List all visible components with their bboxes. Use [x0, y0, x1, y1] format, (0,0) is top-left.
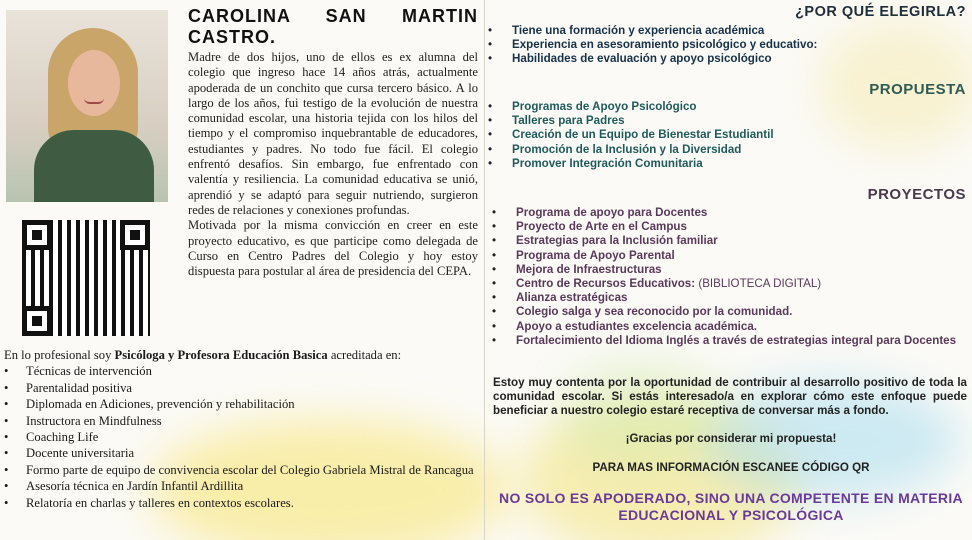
- candidate-photo: [6, 10, 168, 202]
- list-item: • Formo parte de equipo de convivencia escolar del Colegio Gabriela Mistral de Rancagua: [4, 462, 482, 478]
- candidate-name: CAROLINA SAN MARTIN CASTRO.: [188, 6, 478, 47]
- list-item: • Fortalecimiento del Idioma Inglés a través de estrategias integral para Docentes: [492, 334, 968, 348]
- list-item: • Apoyo a estudiantes excelencia académica.: [492, 320, 968, 334]
- professional-section: [4, 347, 482, 511]
- list-item: • Experiencia en asesoramiento psicológico y educativo:: [488, 38, 958, 52]
- list-item: • Programa de Apoyo Parental: [492, 249, 968, 263]
- list-item: • Diplomada en Adiciones, prevención y rehabilitación: [4, 396, 482, 412]
- proposal-heading: PROPUESTA: [869, 81, 966, 98]
- tagline: NO SOLO ES APODERADO, SINO UNA COMPETENTE EN MATERIA EDUCACIONAL Y PSICOLÓGICA: [499, 490, 963, 523]
- projects-list: [492, 206, 968, 348]
- column-divider: [484, 0, 485, 540]
- projects-heading: PROYECTOS: [867, 186, 966, 203]
- credentials-list: [4, 363, 482, 511]
- list-item: • Centro de Recursos Educativos: (BIBLIOTECA DIGITAL): [492, 277, 968, 291]
- list-item: • Promover Integración Comunitaria: [488, 157, 958, 171]
- why-heading: ¿POR QUÉ ELEGIRLA?: [795, 4, 966, 20]
- list-item: • Instructora en Mindfulness: [4, 413, 482, 429]
- list-item: • Talleres para Padres: [488, 114, 958, 128]
- thanks-line: ¡Gracias por considerar mi propuesta!: [625, 432, 837, 445]
- qr-code[interactable]: [22, 220, 150, 336]
- list-item: • Docente universitaria: [4, 445, 482, 461]
- list-item: • Técnicas de intervención: [4, 363, 482, 379]
- bio-paragraph: Madre de dos hijos, uno de ellos es ex alumna del colegio que ingreso hace 14 años atrás, actualmente apoderada de un conchito que cursa tercero básico. A lo largo de los años, fui testigo de la evolución de nuestra comunidad escolar, una historia tejida con los hilos del tiempo y el compromiso inquebrantable de educadores, estudiantes y padres. No todo fue fácil. El colegio enfrentó desafíos. Sin embargo, fue enfrentado con valentía y resiliencia. La comunidad educativa se unió, aprendió y se adaptó para seguir nutriendo, surgieron redes de relaciones y conexiones profundas.: [188, 50, 478, 217]
- list-item: • Promoción de la Inclusión y la Diversidad: [488, 143, 958, 157]
- list-item: • Relatoría en charlas y talleres en contextos escolares.: [4, 495, 482, 511]
- professional-lead: En lo profesional soy Psicóloga y Profesora Educación Basica acreditada en:: [4, 348, 402, 362]
- list-item: • Habilidades de evaluación y apoyo psicológico: [488, 52, 958, 66]
- list-item: • Asesoría técnica en Jardín Infantil Ardillita: [4, 478, 482, 494]
- list-item: • Tiene una formación y experiencia académica: [488, 24, 958, 38]
- proposal-list: [488, 100, 958, 171]
- list-item: • Coaching Life: [4, 429, 482, 445]
- biography: [188, 50, 478, 279]
- list-item: • Mejora de Infraestructuras: [492, 263, 968, 277]
- more-info-line: PARA MAS INFORMACIÓN ESCANEE CÓDIGO QR: [592, 461, 870, 474]
- list-item: • Creación de un Equipo de Bienestar Estudiantil: [488, 128, 958, 142]
- professional-title: Psicóloga y Profesora Educación Basica: [114, 348, 328, 362]
- bio-paragraph: Motivada por la misma convicción en creer en este proyecto educativo, es que participe como delegada de Curso en Centro Padres del Colegio y hoy estoy dispuesta para postular al área de presidencia del CEPA.: [188, 218, 478, 279]
- list-item: • Parentalidad positiva: [4, 380, 482, 396]
- list-item: • Estrategias para la Inclusión familiar: [492, 234, 968, 248]
- list-item: • Alianza estratégicas: [492, 291, 968, 305]
- list-item: • Programa de apoyo para Docentes: [492, 206, 968, 220]
- why-list: [488, 24, 958, 67]
- list-item: • Programas de Apoyo Psicológico: [488, 100, 958, 114]
- list-item: • Colegio salga y sea reconocido por la comunidad.: [492, 305, 968, 319]
- closing-statement: Estoy muy contenta por la oportunidad de contribuir al desarrollo positivo de toda la comunidad escolar. Si estás interesado/a en explorar cómo este enfoque puede beneficiar a nuestro colegio estaré receptiva de conversar más a fondo.: [493, 376, 967, 418]
- list-item: • Proyecto de Arte en el Campus: [492, 220, 968, 234]
